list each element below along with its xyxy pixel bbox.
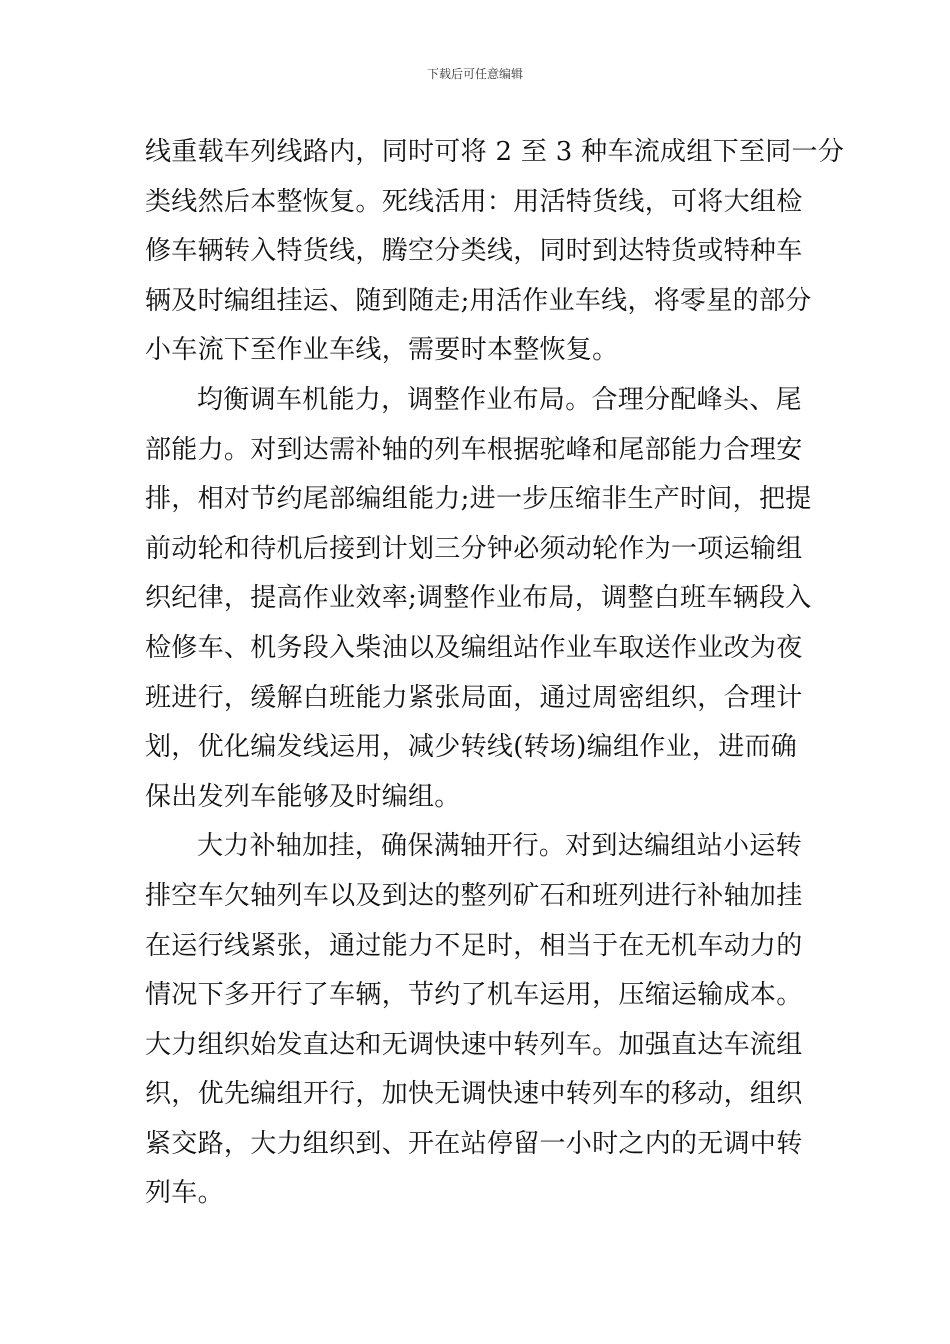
document-body [145,128,845,1219]
text-line: 划，优化编发线运用，减少转线(转场)编组作业，进而确 [145,732,798,763]
text-line: 线重载车列线路内，同时可将 2 至 3 种车流成组下至同一分 [145,137,845,167]
text-line: 辆及时编组挂运、随到随走;用活作业车线，将零星的部分 [145,285,812,316]
text-line: 情况下多开行了车辆，节约了机车运用，压缩运输成本。 [145,980,803,1011]
paragraph-first-line: 均衡调车机能力，调整作业布局。合理分配峰头、尾 [197,384,802,415]
paragraph-first-line: 大力补轴加挂，确保满轴开行。对到达编组站小运转 [197,831,802,862]
text-line: 保出发列车能够及时编组。 [145,781,461,812]
text-line: 紧交路，大力组织到、开在站停留一小时之内的无调中转 [145,1128,803,1159]
text-line: 类线然后本整恢复。死线活用：用活特货线，可将大组检 [145,186,803,217]
text-line: 列车。 [145,1178,224,1209]
text-line: 检修车、机务段入柴油以及编组站作业车取送作业改为夜 [145,632,803,663]
text-line: 排，相对节约尾部编组能力;进一步压缩非生产时间，把提 [145,484,812,515]
text-line: 织，优先编组开行，加快无调快速中转列车的移动，组织 [145,1079,803,1110]
text-line: 部能力。对到达需补轴的列车根据驼峰和尾部能力合理安 [145,434,803,465]
text-line: 织纪律，提高作业效率;调整作业布局，调整白班车辆段入 [145,583,812,614]
text-line: 在运行线紧张，通过能力不足时，相当于在无机车动力的 [145,930,803,961]
text-line: 大力组织始发直达和无调快速中转列车。加强直达车流组 [145,1029,803,1060]
page-header: 下载后可任意编辑 [426,67,523,81]
text-line: 班进行，缓解白班能力紧张局面，通过周密组织，合理计 [145,682,803,713]
text-line: 小车流下至作业车线，需要时本整恢复。 [145,335,619,366]
text-line: 前动轮和待机后接到计划三分钟必须动轮作为一项运输组 [145,533,803,564]
text-line: 排空车欠轴列车以及到达的整列矿石和班列进行补轴加挂 [145,880,803,911]
text-line: 修车辆转入特货线，腾空分类线，同时到达特货或特种车 [145,236,803,267]
